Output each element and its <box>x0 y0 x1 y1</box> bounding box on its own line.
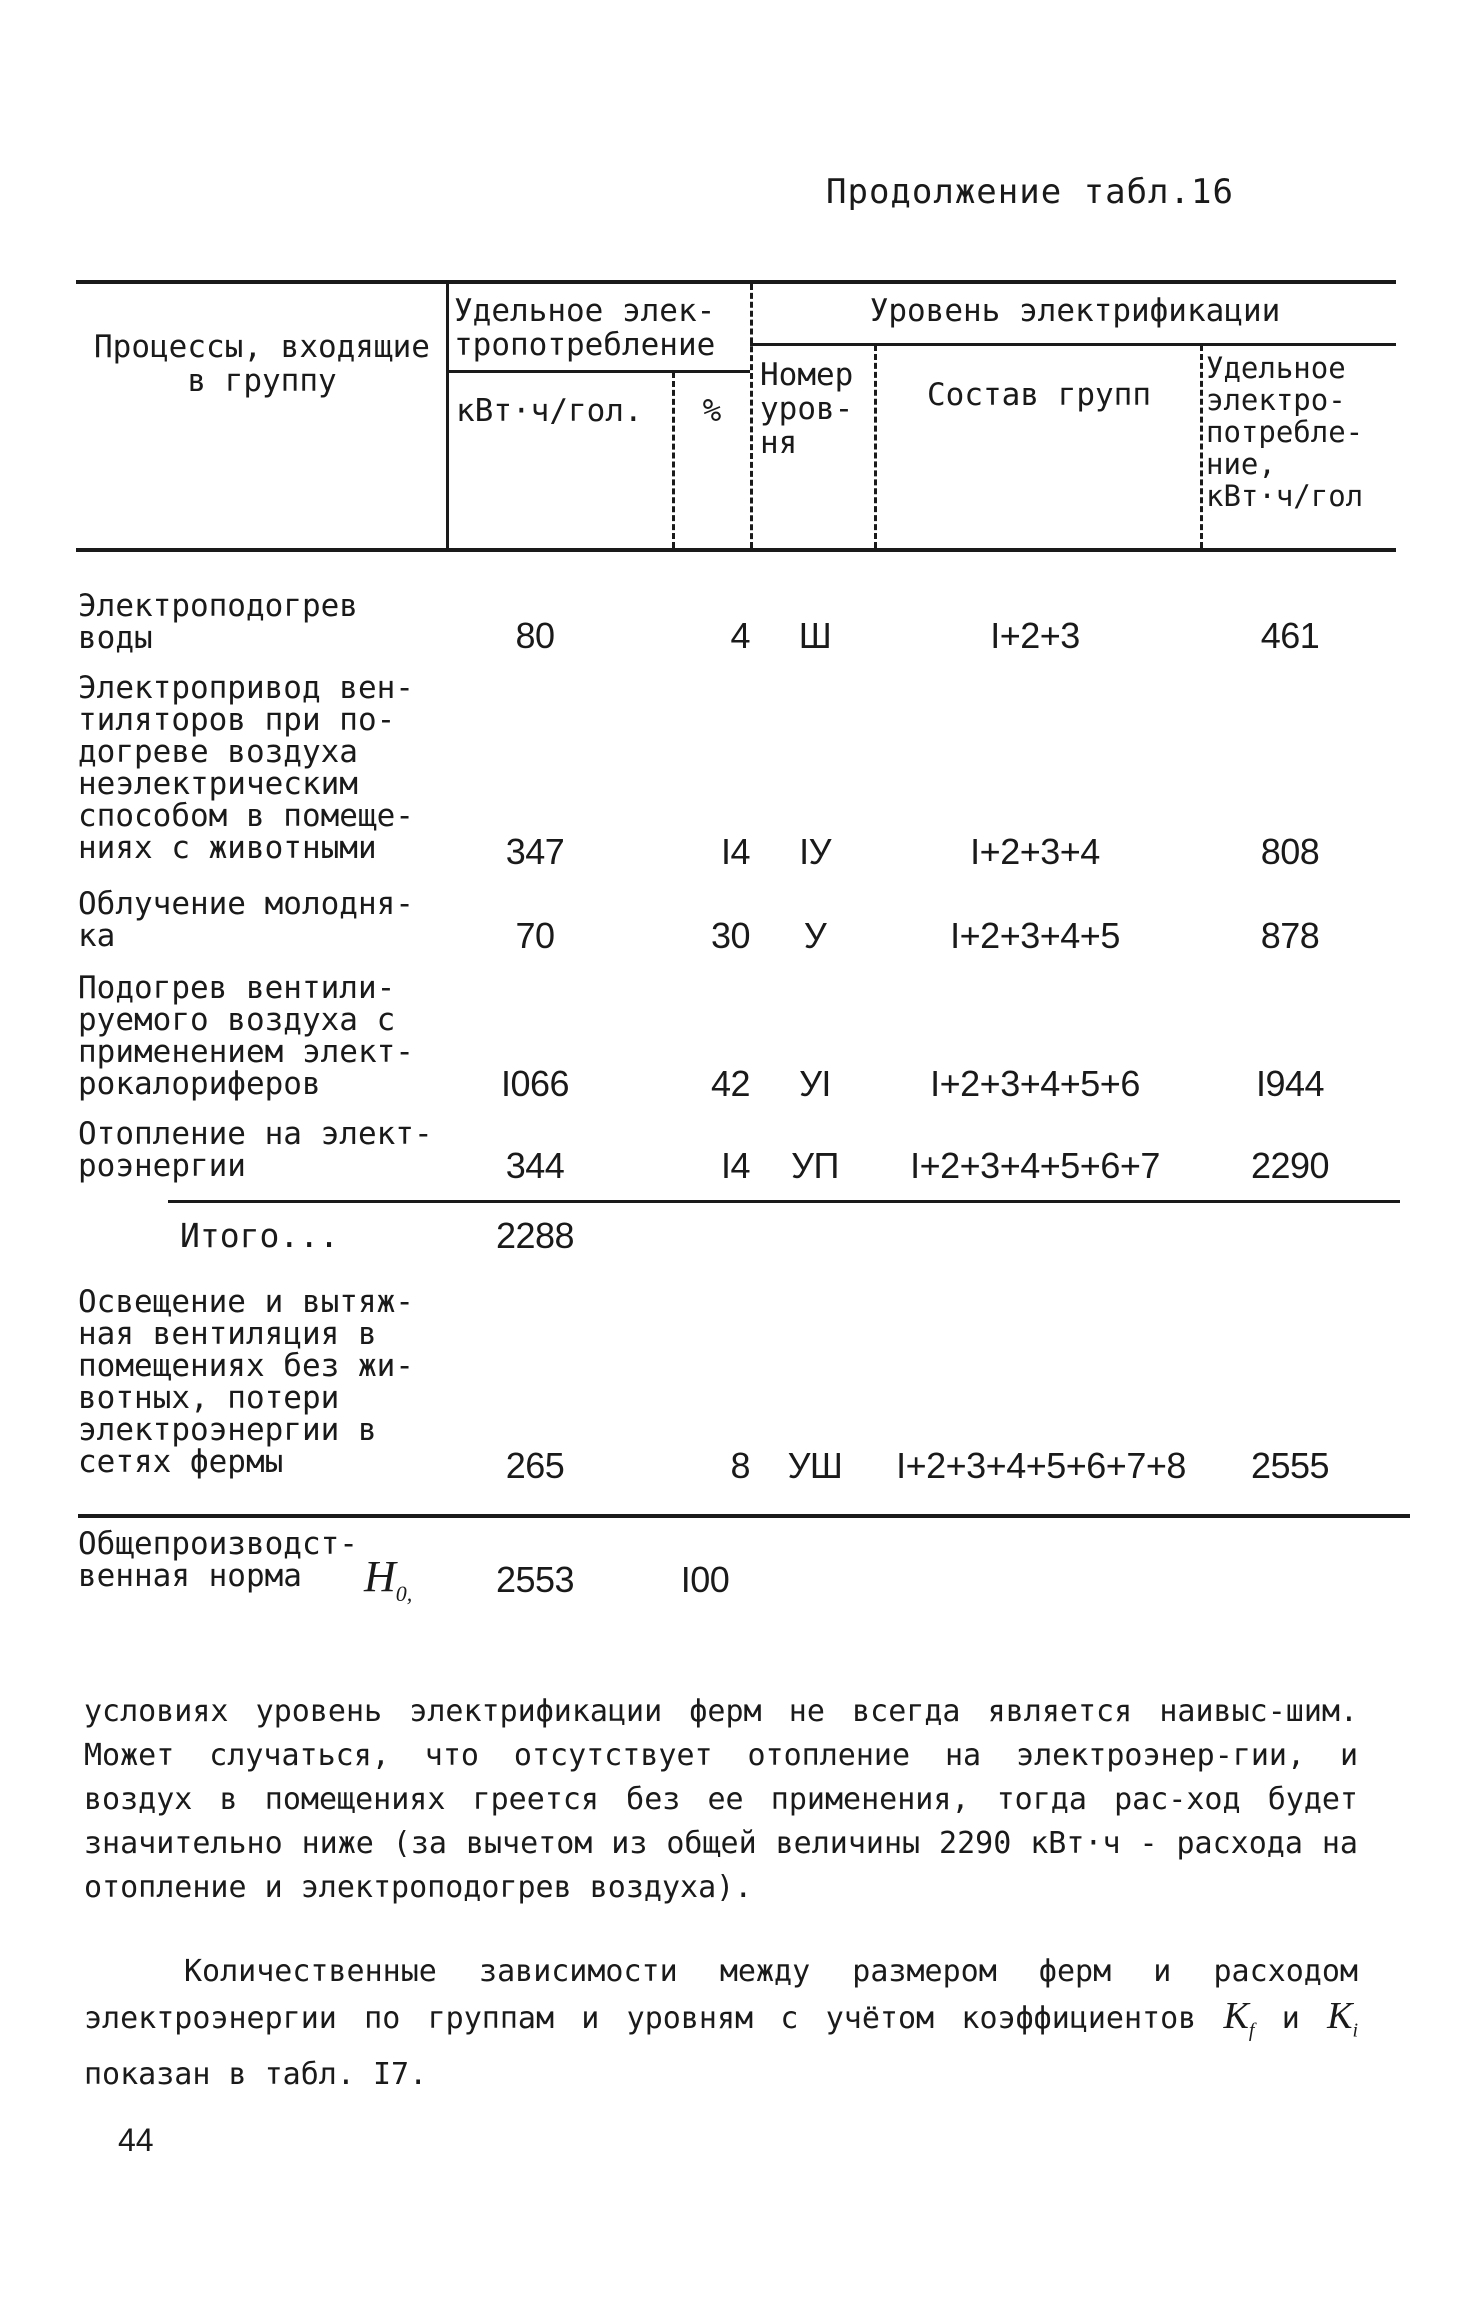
total-rule <box>168 1200 1400 1203</box>
level-value: УП <box>791 1145 839 1186</box>
paragraph-2-end: показан в табл. I7. <box>84 2056 428 2092</box>
norm-symbol-letter: H <box>364 1552 396 1601</box>
specific-value: 461 <box>1260 615 1320 656</box>
header-electrification-level: Уровень электрификации <box>869 293 1281 329</box>
specific-value: 2290 <box>1250 1145 1330 1186</box>
coef-kf-subscript: f <box>1248 2019 1255 2042</box>
level-value: IУ <box>799 831 831 872</box>
process-name: Подогрев вентили- руемого воздуха с применением элект- рокалориферов <box>78 970 414 1102</box>
process-name: Электроподогрев воды <box>78 588 358 656</box>
header-divider-4 <box>874 345 877 548</box>
specific-value: I944 <box>1255 1063 1325 1104</box>
coef-ki-letter: K <box>1327 1995 1353 2037</box>
kwh-value: I066 <box>500 1063 570 1104</box>
process-name: Облучение молодня- ка <box>78 886 414 954</box>
norm-symbol <box>364 1552 412 1619</box>
norm-rule <box>78 1514 1410 1518</box>
header-processes: Процессы, входящие в группу <box>94 329 430 399</box>
coef-kf <box>1223 1995 1255 2042</box>
groups-value: I+2+3+4+5 <box>950 915 1120 956</box>
pct-value: 4 <box>730 615 750 656</box>
coef-ki-subscript: i <box>1352 2019 1358 2042</box>
level-value: У <box>803 915 827 956</box>
header-group-composition: Состав групп <box>927 377 1151 413</box>
level-header-rule <box>750 343 1396 346</box>
groups-value: I+2+3 <box>990 615 1080 656</box>
groups-value: I+2+3+4+5+6+7+8 <box>896 1445 1186 1486</box>
header-specific-consumption-level: Удельное электро- потребле- ние, кВт·ч/гол <box>1206 351 1364 513</box>
kwh-value: 265 <box>505 1445 565 1486</box>
level-value: Ш <box>798 615 832 656</box>
header-divider-5 <box>1200 345 1203 548</box>
kwh-value: 347 <box>505 831 565 872</box>
paragraph-1: условиях уровень электрификации ферм не всегда является наивыс-шим. Может случаться, что отсутствует отопление на электроэнер-гии, и воздух в помещениях греется без ее применения, тогда рас-ход будет значительно ниже (за вычетом из общей величины 2290 кВт·ч - расхода на отопление и электроподогрев воздуха). <box>84 1694 1358 1905</box>
groups-value: I+2+3+4 <box>970 831 1100 872</box>
pct-value: I4 <box>720 1145 750 1186</box>
table-top-rule <box>76 280 1396 284</box>
header-divider-2 <box>672 372 675 548</box>
norm-symbol-subscript: 0, <box>395 1580 413 1606</box>
header-bottom-rule <box>76 548 1396 552</box>
header-divider-1 <box>446 284 449 548</box>
kwh-value: 80 <box>515 615 555 656</box>
specific-value: 2555 <box>1250 1445 1330 1486</box>
kwh-value: 70 <box>515 915 555 956</box>
kwh-value: 344 <box>505 1145 565 1186</box>
header-unit-kwh: кВт·ч/гол. <box>456 393 643 429</box>
paragraph-2 <box>84 1950 1358 2097</box>
consumption-header-rule <box>448 370 750 373</box>
kwh-value: 2553 <box>495 1559 575 1600</box>
page-number: 44 <box>118 2122 154 2158</box>
paragraph-2-text: Количественные зависимости между размером ферм и расходом электроэнергии по группам и уровням с учётом коэффициентов <box>84 1954 1358 2036</box>
pct-value: I4 <box>720 831 750 872</box>
header-specific-consumption: Удельное элек- тропотребление <box>454 293 716 363</box>
header-unit-pct: % <box>702 393 722 429</box>
groups-value: I+2+3+4+5+6+7 <box>910 1145 1160 1186</box>
specific-value: 808 <box>1260 831 1320 872</box>
table-caption: Продолжение табл.16 <box>826 172 1234 212</box>
process-name: Электропривод вен- тиляторов при по- догреве воздуха неэлектрическим способом в помеще- ниях с животными <box>78 670 414 866</box>
coef-kf-letter: K <box>1223 1995 1249 2037</box>
process-name: Освещение и вытяж- ная вентиляция в помещениях без жи- вотных, потери электроэнергии в сетях фермы <box>78 1284 414 1480</box>
process-name: Отопление на элект- роэнергии <box>78 1116 433 1184</box>
paragraph-2-and: и <box>1281 2001 1300 2036</box>
pct-value: 30 <box>710 915 750 956</box>
coef-ki <box>1327 1995 1358 2042</box>
pct-value: 42 <box>710 1063 750 1104</box>
level-value: УШ <box>787 1445 843 1486</box>
level-value: УI <box>799 1063 831 1104</box>
total-label: Итого... <box>180 1216 339 1255</box>
groups-value: I+2+3+4+5+6 <box>930 1063 1140 1104</box>
pct-value: 8 <box>730 1445 750 1486</box>
header-level-number: Номер уров- ня <box>760 357 854 461</box>
specific-value: 878 <box>1260 915 1320 956</box>
process-name: Общепроизводст- венная норма <box>78 1526 358 1594</box>
total-kwh-value: 2288 <box>495 1215 575 1256</box>
pct-value: I00 <box>680 1559 730 1600</box>
